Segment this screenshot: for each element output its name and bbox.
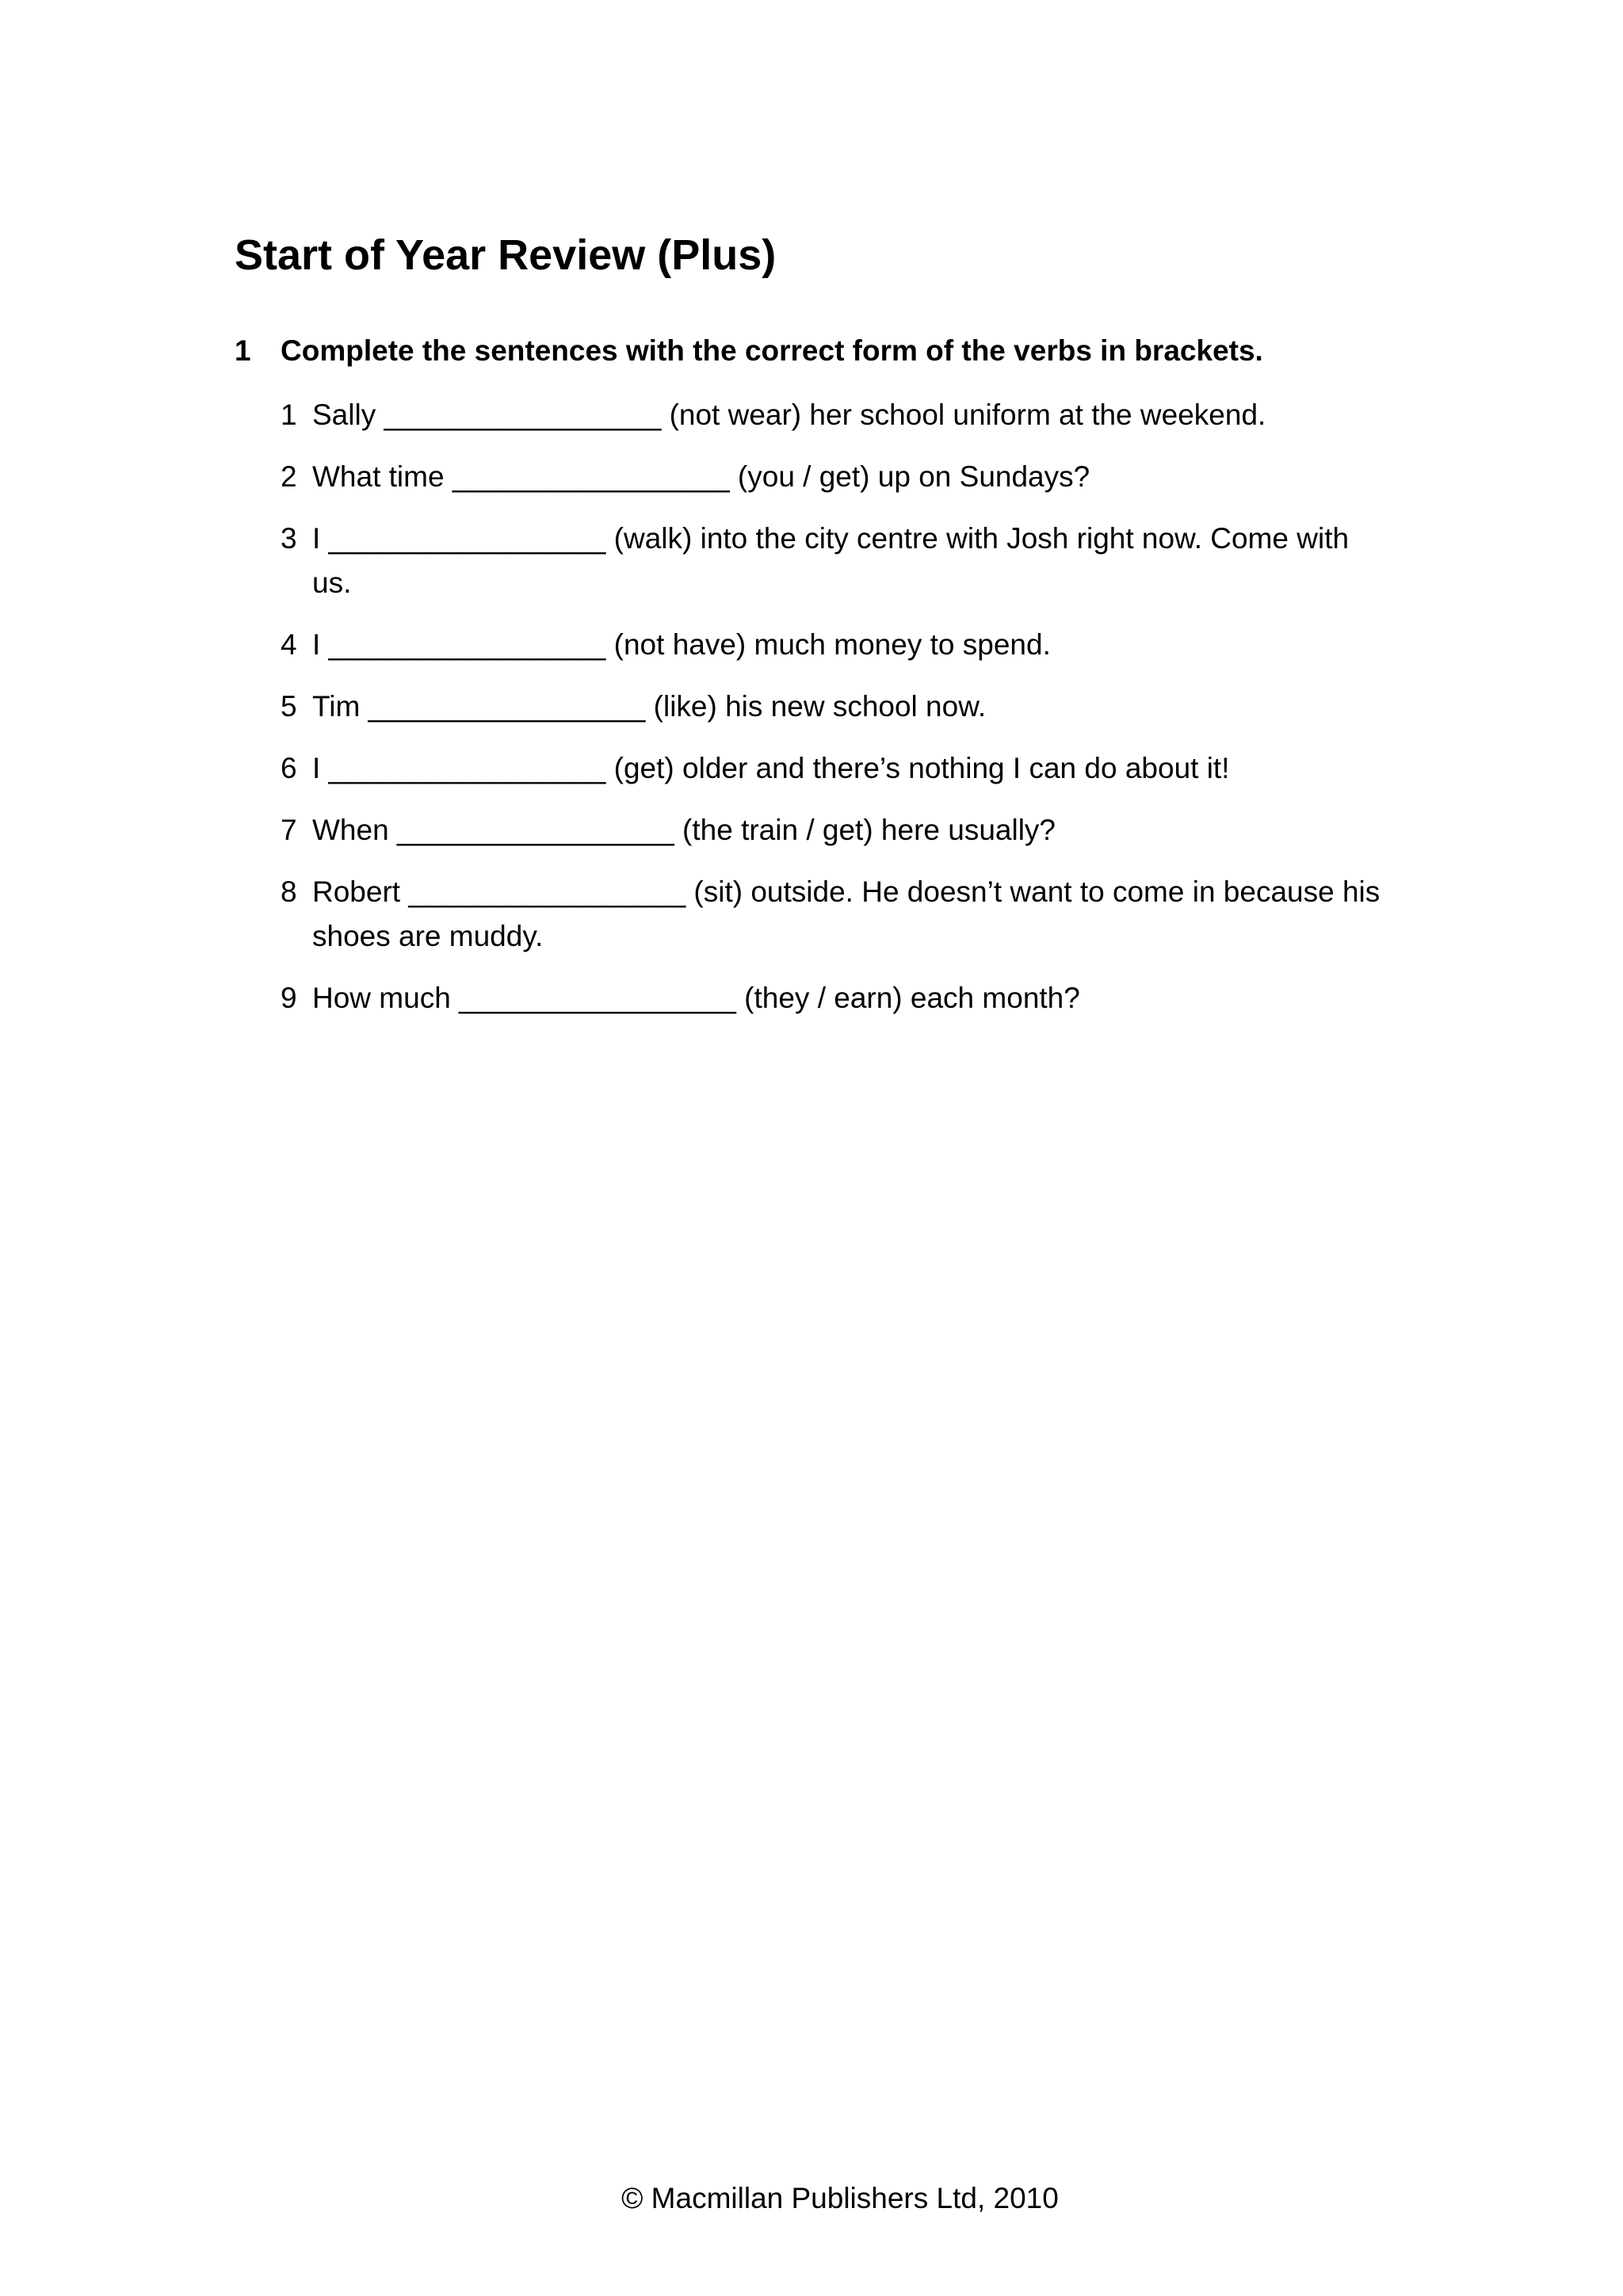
item-sentence: Sally _________________ (not wear) her school uniform at the weekend.	[312, 399, 1266, 431]
item-number: 2	[281, 460, 297, 493]
item-number: 1	[281, 399, 297, 431]
exercise-header	[235, 333, 1263, 369]
item-sentence: I _________________ (not have) much money to spend.	[312, 628, 1051, 661]
exercise-item-9	[281, 976, 1390, 1020]
item-number: 4	[281, 628, 297, 661]
exercise-item-2	[281, 455, 1390, 499]
item-number: 8	[281, 875, 297, 908]
exercise-item-7	[281, 808, 1390, 852]
item-number: 9	[281, 982, 297, 1014]
item-sentence: I _________________ (walk) into the city centre with Josh right now. Come with us.	[312, 522, 1350, 599]
exercise-number: 1	[235, 334, 251, 367]
item-number: 3	[281, 522, 297, 555]
exercise-item-3	[281, 517, 1390, 605]
exercise-instruction: Complete the sentences with the correct form of the verbs in brackets.	[281, 334, 1263, 367]
page-title: Start of Year Review (Plus)	[235, 231, 777, 279]
item-sentence: I _________________ (get) older and there’s nothing I can do about it!	[312, 752, 1230, 784]
exercise-item-8	[281, 870, 1390, 959]
item-sentence: What time _________________ (you / get) up on Sundays?	[312, 460, 1090, 493]
item-sentence: How much _________________ (they / earn) each month?	[312, 982, 1080, 1014]
item-number: 5	[281, 690, 297, 723]
exercise-item-5	[281, 685, 1390, 729]
item-sentence: Robert _________________ (sit) outside. He doesn’t want to come in because his shoes are muddy.	[312, 875, 1381, 952]
copyright-footer: © Macmillan Publishers Ltd, 2010	[621, 2182, 1059, 2214]
exercise-item-6	[281, 746, 1390, 791]
item-sentence: When _________________ (the train / get) here usually?	[312, 814, 1056, 846]
exercise-items	[281, 393, 1390, 1038]
item-sentence: Tim _________________ (like) his new school now.	[312, 690, 987, 723]
item-number: 7	[281, 814, 297, 846]
exercise-item-4	[281, 623, 1390, 667]
exercise-item-1	[281, 393, 1390, 437]
item-number: 6	[281, 752, 297, 784]
